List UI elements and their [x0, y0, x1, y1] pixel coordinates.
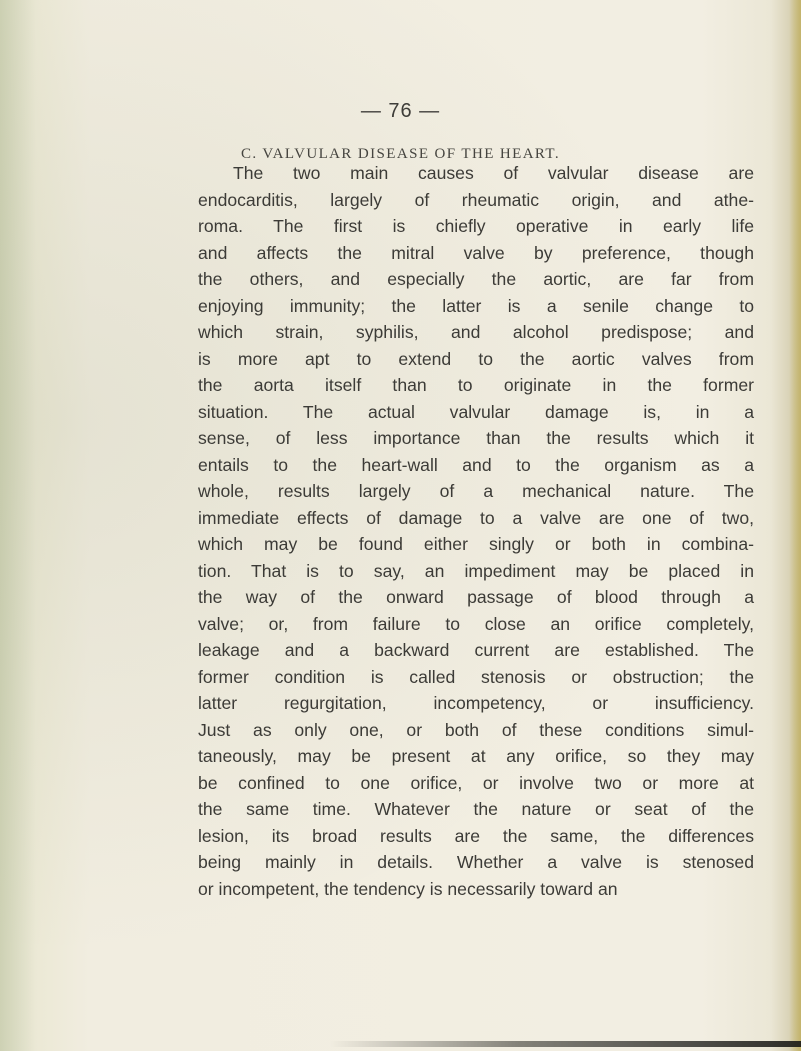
section-heading: C. VALVULAR DISEASE OF THE HEART.: [240, 146, 561, 162]
text-line: situation. The actual valvular damage is, in a: [198, 401, 754, 422]
text-line: endocarditis, largely of rheumatic origin, and athe-: [198, 189, 754, 210]
text-line: the way of the onward passage of blood through a: [198, 587, 754, 607]
text-line: Just as only one, or both of these conditions simul-: [198, 719, 754, 740]
text-line: whole, results largely of a mechanical nature. The: [198, 481, 754, 501]
text-line: entails to the heart-wall and to the organism as a: [198, 454, 754, 475]
body-paragraph: [198, 160, 754, 902]
text-line: the same time. Whatever the nature or seat of the: [198, 799, 754, 819]
text-line: tion. That is to say, an impediment may be placed in: [198, 560, 754, 581]
text-line: taneously, may be present at any orifice, so they may: [198, 746, 754, 766]
text-line: which may be found either singly or both in combina-: [198, 534, 754, 554]
text-line: is more apt to extend to the aortic valves from: [198, 348, 754, 369]
text-line: which strain, syphilis, and alcohol predispose; and: [198, 322, 754, 342]
page-number: — 76 —: [360, 100, 441, 122]
text-line: roma. The first is chiefly operative in early life: [198, 216, 754, 236]
text-line: latter regurgitation, incompetency, or insufficiency.: [198, 693, 754, 713]
text-line: be confined to one orifice, or involve two or more at: [198, 772, 754, 793]
text-line: immediate effects of damage to a valve are one of two,: [198, 507, 754, 528]
text-line: The two main causes of valvular disease are: [233, 163, 754, 183]
bottom-edge-shadow: [330, 1041, 801, 1047]
text-line: former condition is called stenosis or obstruction; the: [198, 666, 754, 687]
text-line: the others, and especially the aortic, are far from: [198, 269, 754, 289]
text-line: enjoying immunity; the latter is a senile change to: [198, 295, 754, 316]
text-line: being mainly in details. Whether a valve is stenosed: [198, 852, 754, 872]
text-line: the aorta itself than to originate in the former: [198, 375, 754, 395]
text-line: and affects the mitral valve by preference, though: [198, 242, 754, 263]
text-line: lesion, its broad results are the same, the differences: [198, 825, 754, 846]
text-line: or incompetent, the tendency is necessarily toward an: [198, 878, 618, 899]
text-line: leakage and a backward current are established. The: [198, 640, 754, 660]
text-line: valve; or, from failure to close an orifice completely,: [198, 613, 754, 634]
text-line: sense, of less importance than the results which it: [198, 428, 754, 448]
